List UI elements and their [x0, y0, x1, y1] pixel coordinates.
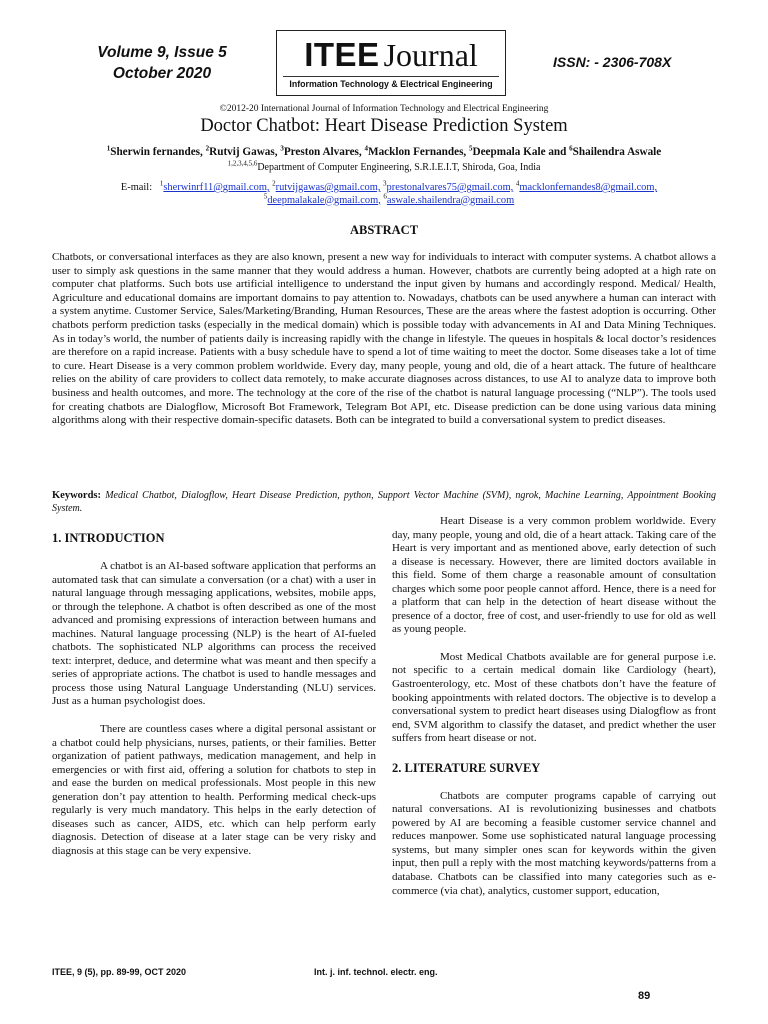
email-sup-4: 4: [515, 179, 520, 188]
author-sup-1: 1: [106, 144, 111, 153]
email-label: E-mail:: [120, 182, 153, 193]
author-sup-2: 2: [205, 144, 210, 153]
author-sup-3: 3: [280, 144, 284, 153]
logo-itee-text: ITEE: [304, 36, 380, 73]
page-number: 89: [638, 990, 651, 1002]
email-line-1: [84, 179, 694, 195]
author-name-5: Deepmala Kale and: [472, 146, 567, 158]
intro-paragraph-1: A chatbot is an AI-based software application that performs an automated task that can simulate a conversation (or a chat) with a user in natural language through messaging applications, websites, mobile apps, or through the telephone. A chatbot is often described as one of the most advanced and promising expressions of interaction between humans and machines. Natural language processing (NLP) is the heart of AI-fueled chatbots. The sophisticated NLP algorithms can process the received text: interpret, deduce, and determine what was meant and then specify a series of appropriate actions. The chatbot is used to handle messages and process those using Natural Language Understanding (NLU) services. Just as a human psychologist does.: [52, 560, 376, 708]
intro-heading: 1. INTRODUCTION: [52, 531, 165, 545]
paragraph-gap: [392, 746, 716, 760]
author-sup-5: 5: [469, 144, 473, 153]
issue-info: [92, 42, 232, 84]
logo-wordmark: [277, 36, 505, 74]
paragraph-gap: [392, 637, 716, 651]
logo-journal-text: Journal: [383, 37, 478, 73]
author-list: [0, 146, 768, 158]
left-column: [52, 530, 376, 858]
paragraph-gap: [52, 709, 376, 723]
email-sup-6: 6: [383, 192, 387, 201]
author-name-1: Sherwin fernandes,: [110, 146, 203, 158]
logo-subtitle: Information Technology & Electrical Engineering: [289, 79, 493, 89]
author-sup-6: 6: [569, 144, 573, 153]
footer-citation: ITEE, 9 (5), pp. 89-99, OCT 2020: [52, 967, 187, 977]
keywords-label: Keywords:: [52, 490, 101, 501]
author-name-2: Rutvij Gawas,: [209, 146, 278, 158]
email-link-3[interactable]: prestonalvares75@gmail.com,: [386, 182, 514, 193]
dept-sup: 1,2,3,4,5,6: [227, 159, 258, 168]
logo-divider: [283, 76, 499, 77]
author-name-6: Shailendra Aswale: [572, 146, 662, 158]
email-link-2[interactable]: rutvijgawas@gmail.com,: [275, 182, 381, 193]
email-line-2: [84, 192, 694, 208]
section-gap: [392, 776, 716, 790]
footer-journal-abbrev: Int. j. inf. technol. electr. eng.: [314, 967, 438, 977]
author-sup-4: 4: [364, 144, 369, 153]
email-sup-1: 1: [159, 179, 164, 188]
email-link-5[interactable]: deepmalakale@gmail.com,: [267, 194, 381, 206]
abstract-heading: ABSTRACT: [349, 223, 419, 237]
author-name-4: Macklon Fernandes,: [368, 146, 467, 158]
right-paragraph-1: Heart Disease is a very common problem worldwide. Every day, many people, young and old, die of a heart attack. Taking care of the Heart is very important and as mentioned above, early detection of such a disease is necessary. However, there are limited doctors available in this field. Some of them charge a reasonable amount of consultation charges which some poor people cannot afford. Hence, there is a need for a platform that can help in the detection of heart disease without the presence of a doctor, free of cost, and user-friendly to use for old as well as young people.: [392, 515, 716, 636]
right-column: [392, 515, 716, 898]
journal-logo: [276, 30, 506, 96]
literature-heading: 2. LITERATURE SURVEY: [392, 760, 541, 775]
email-block: [84, 179, 694, 207]
department-affiliation: [0, 159, 768, 173]
section-gap: [52, 546, 376, 560]
email-sup-5: 5: [263, 192, 268, 201]
copyright-line: ©2012-20 International Journal of Information Technology and Electrical Engineering: [219, 104, 549, 114]
email-link-4[interactable]: macklonfernandes8@gmail.com,: [519, 182, 658, 193]
author-name-3: Preston Alvares,: [283, 146, 362, 158]
email-link-1[interactable]: sherwinrf11@gmail.com,: [163, 182, 270, 193]
dept-text: Department of Computer Engineering, S.R.I.E.I.T, Shiroda, Goa, India: [257, 162, 541, 173]
keywords-block: [52, 490, 716, 515]
right-paragraph-2: Most Medical Chatbots available are for general purpose i.e. not specific to a certain medical domain like Cardiology (heart), Gastroenterology, etc. Most of these chatbots don’t have the feature of booking appointments with related doctors. The objective is to develop a conversational system to predict heart diseases using Dialogflow as front end, SVM algorithm to classify the dataset, and predict whether the user suffers from heart disease or not.: [392, 650, 716, 745]
email-link-6[interactable]: aswale.shailendra@gmail.com: [386, 194, 515, 206]
abstract-text: Chatbots, or conversational interfaces as they are also known, present a new way for individuals to interact with computer systems. A chatbot allows a user to simply ask questions in the same manner that they would address a human. However, chatbots are currently being adopted at a high rate on computer chat platforms. Such bots use artificial intelligence to understand the input given by humans and accordingly respond. Medical/ Health, Agriculture and educational domains are important domains to pay attention to. Nowadays, chatbots can be used anywhere a human can interact with a system anytime. Customer Service, Sales/Marketing/Branding, Human Resources, These are the areas where the fastest adoption is occurring. Other chatbots perform prediction tasks (especially in the medical domain) which is possible today with advancements in AI and Data Mining Techniques. As in today’s world, the number of patients daily is increasing rapidly with the change in lifestyle. The queues in hospitals & local doctor’s residences are therefore on a rapid increase. Patients with a busy schedule have to spend a lot of time waiting to meet the doctor. Some diseases take a lot of time to cure. Heart Disease is a very common problem worldwide. Every day, many people, young and old, die of a heart attack. The future of healthcare relies on the ability of care providers to collect data remotely, to make accurate diagnoses across distances, to use AI to analyze data to improve both business and health outcomes, and more. The technology at the core of the rise of the chatbot is natural language processing (“NLP”). The tools used for creating chatbots are Dialogflow, Microsoft Bot Framework, Telegram Bot API, etc. Disease prediction can be done using various data mining algorithms along with their respective domain-specific datasets. Both can be integrated to build a conversational system to predict diseases.: [52, 251, 716, 427]
email-sup-2: 2: [272, 179, 276, 188]
intro-paragraph-2: There are countless cases where a digital personal assistant or a chatbot could help physicians, nurses, patients, or their families. Better organization of patient pathways, medication management, and help in emergencies or with first aid, offering a solution for chatbots to step in and ease the burden on medical professionals. Most people in this new generation don’t pay attention to health. Performing medical check-ups regularly is very much mandatory. This helps in the early detection of diseases such as cancer, AIDS, etc. which can help perform early diagnosis. Detection of disease at a later stage can be very risky and diagnosis at this stage can be very expensive.: [52, 723, 376, 857]
keywords-text: Medical Chatbot, Dialogflow, Heart Disease Prediction, python, Support Vector Machine (SVM), ngrok, Machine Learning, Appointment Booking System.: [52, 490, 717, 514]
volume-label: Volume 9, Issue 5: [97, 44, 227, 61]
literature-paragraph-1: Chatbots are computer programs capable of carrying out natural conversations. AI is revolutionizing businesses and chatbots powered by AI are becoming a feasible customer service channel and reduces manpower. Some use sophisticated natural language processing systems, but many simpler ones scan for keywords within the given input, then pull a reply with the most matching keywords/patterns from a database. Chatbots can be classified into many categories such as e-commerce (via chat), analytics, customer support, education,: [392, 789, 716, 897]
issue-date: October 2020: [112, 65, 212, 82]
issn-label: ISSN: - 2306-708X: [553, 54, 672, 70]
paper-title: Doctor Chatbot: Heart Disease Prediction System: [200, 116, 568, 136]
email-sup-3: 3: [383, 179, 387, 188]
